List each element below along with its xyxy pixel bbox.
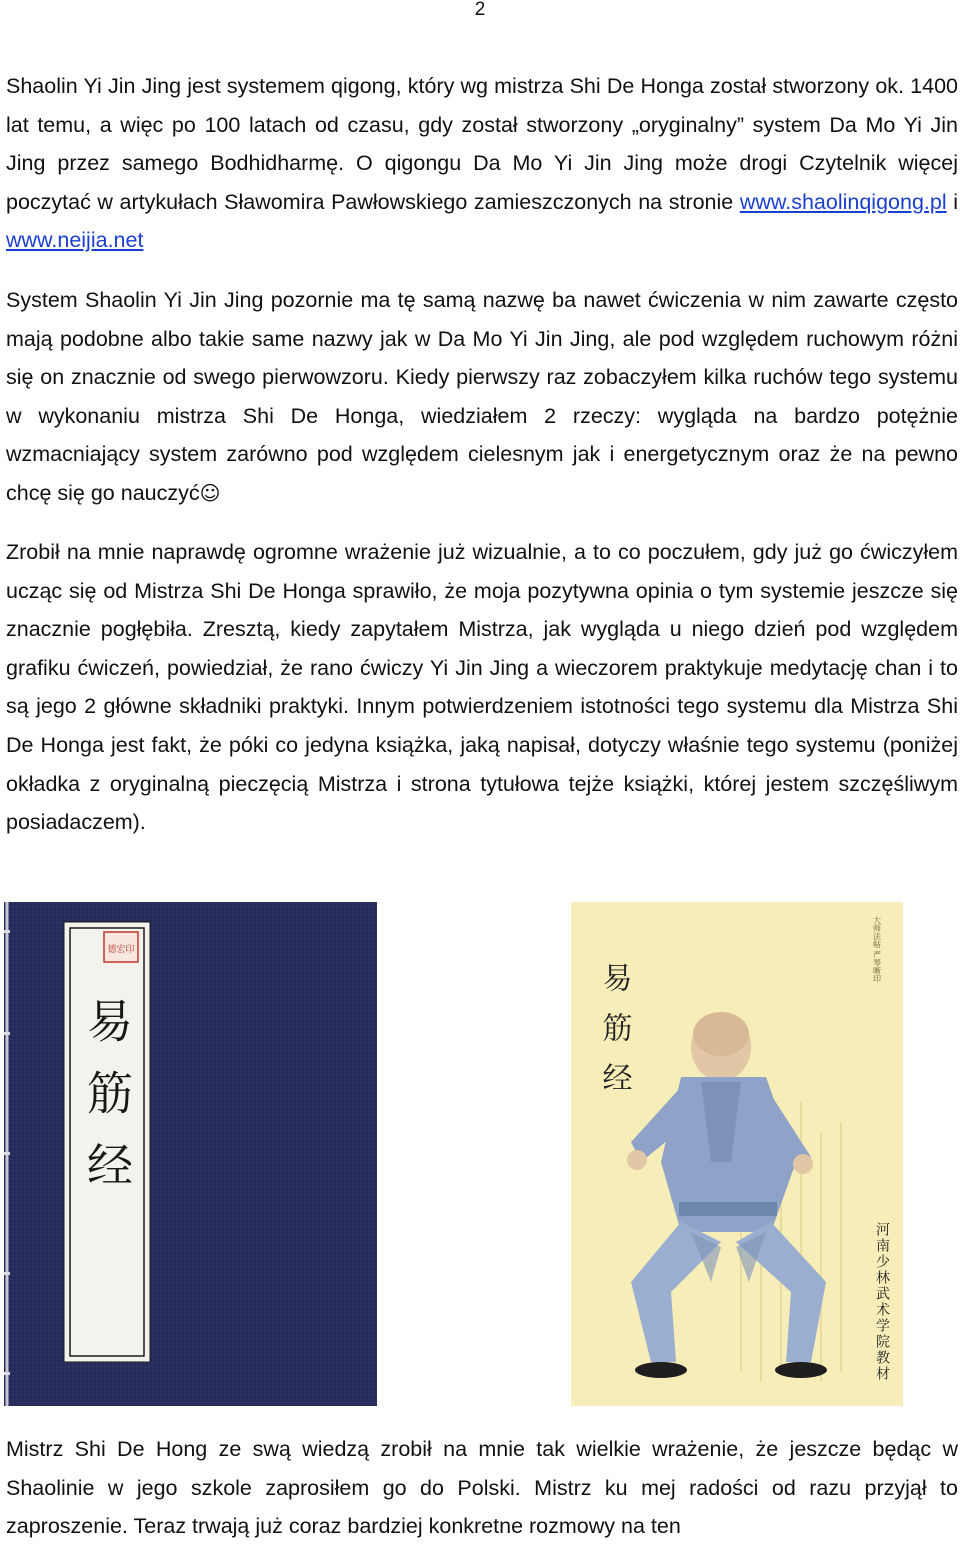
- smiley-icon: ☺: [199, 480, 221, 505]
- book-title-page-image: [571, 902, 903, 1406]
- book-cover-image: [4, 902, 377, 1406]
- title-page-caption-text: 河南少林武术学院教材: [874, 1222, 890, 1382]
- paragraph-system-text: System Shaolin Yi Jin Jing pozornie ma tę samą nazwę ba nawet ćwiczenia w nim zawarte często mają podobne albo takie same nazwy jak w Da Mo Yi Jin Jing, ale pod względem ruchowym różni się on znacznie od swego pierwowzoru. Kiedy pierwszy raz zobaczyłem kilka ruchów tego systemu w wykonaniu mistrza Shi De Honga, wiedziałem 2 rzeczy: wygląda na bardzo potężnie wzmacniający system zarówno pod względem cielesnym jak i energetycznym oraz że na pewno chcę się go nauczyć: [6, 288, 958, 505]
- paragraph-impression: Zrobił na mnie naprawdę ogromne wrażenie już wizualnie, a to co poczułem, gdy już go ćwiczyłem ucząc się od Mistrza Shi De Honga sprawiło, że moja pozytywna opinia o tym systemie jeszcze się znacznie pogłębiła. Zresztą, kiedy zapytałem Mistrza, jak wygląda u niego dzień pod względem grafiku ćwiczeń, powiedział, że rano ćwiczy Yi Jin Jing a wieczorem praktykuje medytację chan i to są jego 2 główne składniki praktyki. Innym potwierdzeniem istotności tego systemu dla Mistrza Shi De Honga jest fakt, że póki co jedyna książka, jaką napisał, dotyczy właśnie tego systemu (poniżej okładka z oryginalną pieczęcią Mistrza i strona tytułowa tejże książki, której jestem szczęśliwym posiadaczem).: [6, 540, 958, 835]
- title-page-illustration: [571, 902, 903, 1406]
- link-neijia[interactable]: www.neijia.net: [6, 228, 144, 253]
- link-shaolinqigong[interactable]: www.shaolinqigong.pl: [739, 189, 947, 214]
- link-separator: i: [946, 189, 958, 214]
- paragraph-system: [6, 281, 958, 513]
- paragraph-intro-text: Shaolin Yi Jin Jing jest systemem qigong, który wg mistrza Shi De Honga został stworzony ok. 1400 lat temu, a więc po 100 latach od czasu, gdy został stworzony „oryginalny” system Da Mo Yi Jin Jing przez samego Bodhidharmę. O qigongu Da Mo Yi Jin Jing może drogi Czytelnik więcej poczytać w artykułach Sławomira Pawłowskiego zamieszczonych na stronie: [6, 74, 958, 214]
- cover-seal-text: 德宏印: [107, 945, 135, 955]
- paragraph-intro: [6, 67, 958, 260]
- title-page-corner-text: 大师法帖 严琴晰印: [872, 916, 882, 983]
- paragraph-invitation: Mistrz Shi De Hong ze swą wiedzą zrobił na mnie tak wielkie wrażenie, że jeszcze będąc w Shaolinie w jego szkole zaprosiłem go do Polski. Mistrz ku mej radości od razu przyjął to zaproszenie. Teraz trwają już coraz bardziej konkretne rozmowy na ten: [6, 1437, 958, 1539]
- title-page-title-text: 易筋经: [596, 962, 632, 1112]
- book-cover-illustration: [4, 902, 377, 1406]
- page-number: 2: [474, 0, 486, 20]
- cover-title-text: 易筋经: [80, 997, 134, 1213]
